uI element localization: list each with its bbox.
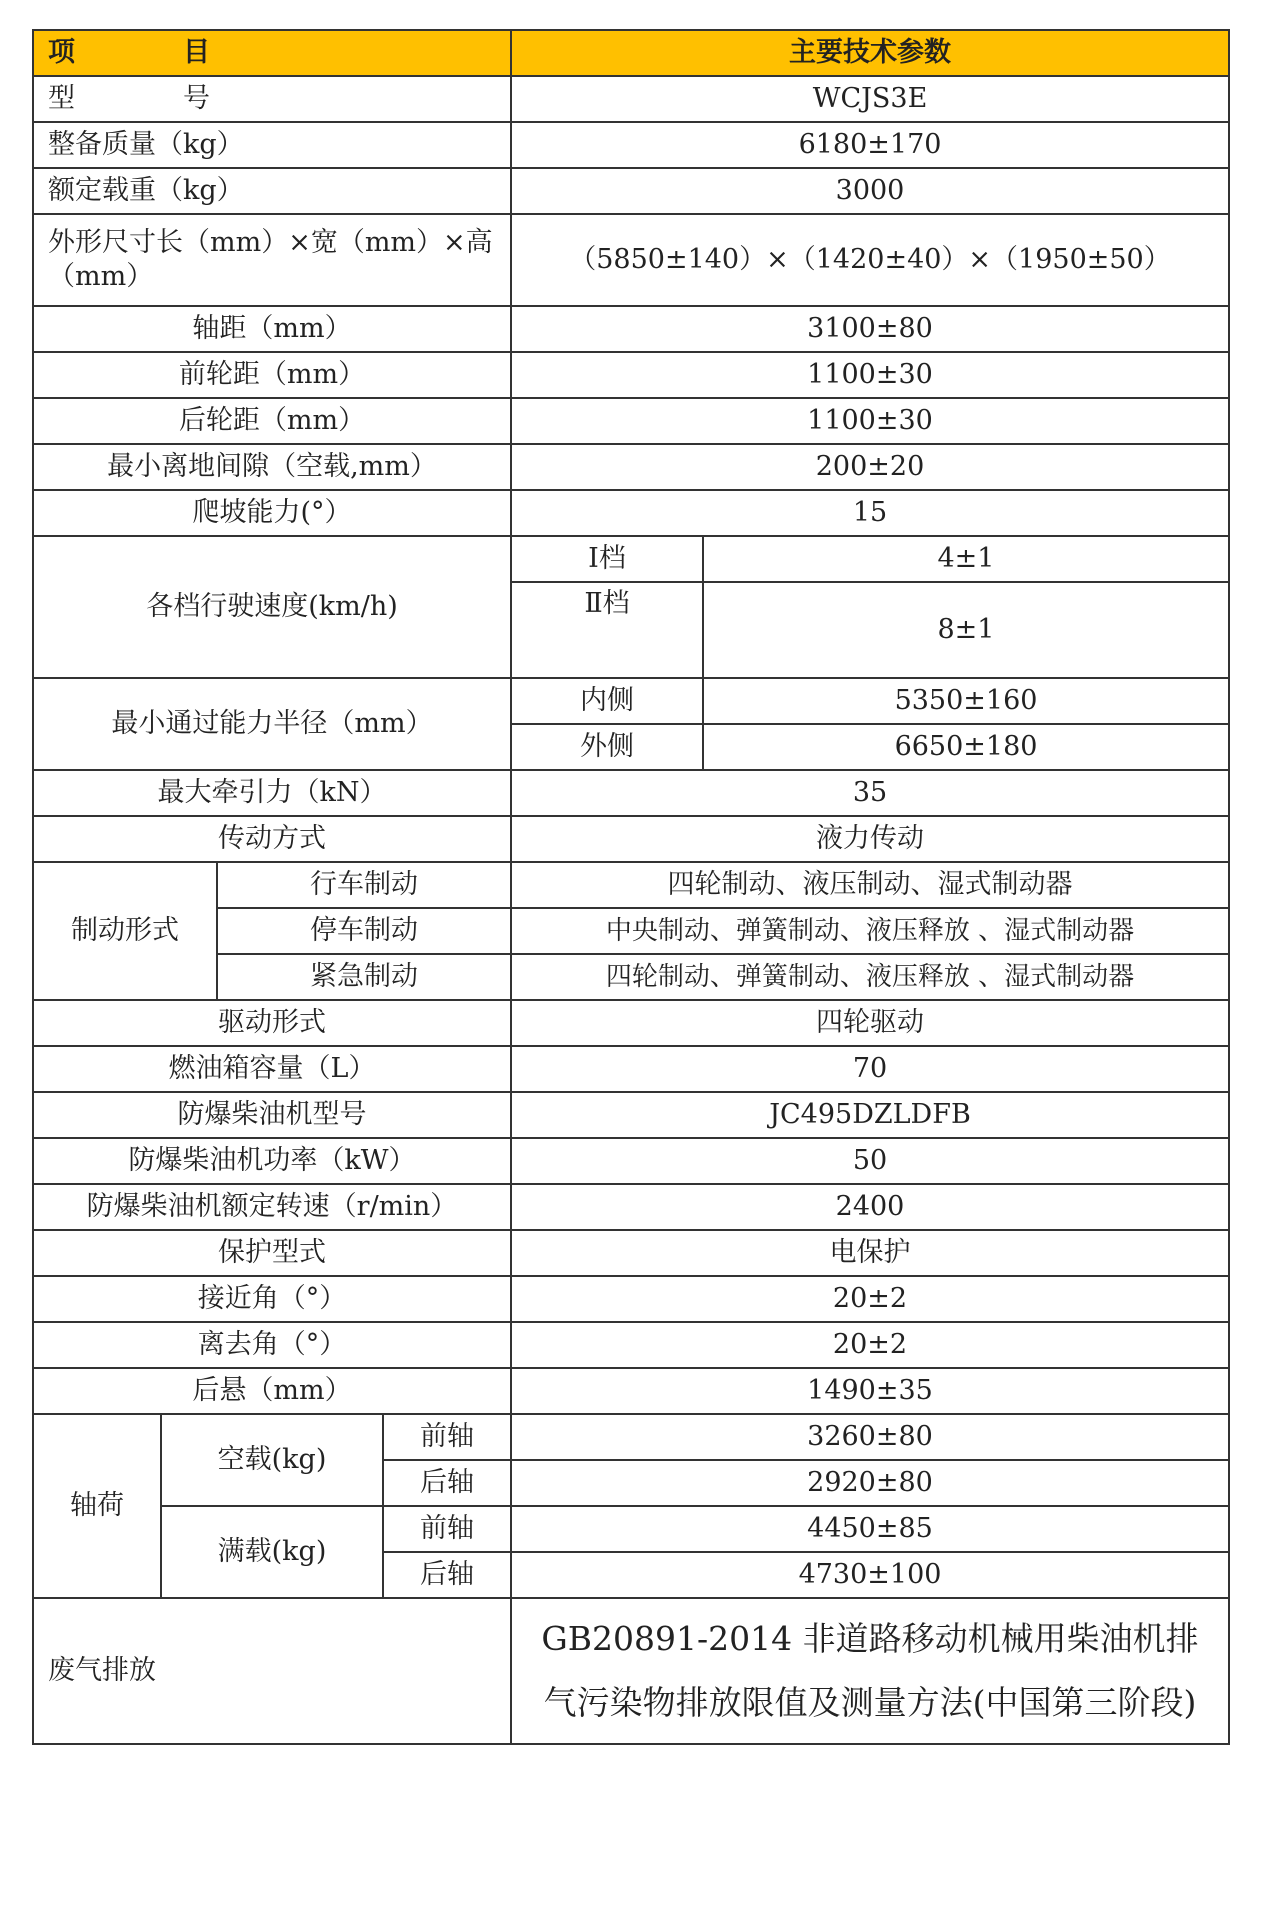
approach-value: 20±2: [511, 1276, 1229, 1322]
engine-power-label: 防爆柴油机功率（kW）: [33, 1138, 511, 1184]
table-row: [33, 352, 1229, 398]
rear-track-label: 后轮距（mm）: [33, 398, 511, 444]
model-label: 型 号: [33, 76, 511, 122]
speed-label: 各档行驶速度(km/h): [33, 536, 511, 678]
brake-label: 制动形式: [33, 862, 217, 1000]
radius-inner-value: 5350±160: [703, 678, 1229, 724]
speed-gear2-value: 8±1: [703, 582, 1229, 678]
engine-power-value: 50: [511, 1138, 1229, 1184]
wheelbase-label: 轴距（mm）: [33, 306, 511, 352]
protection-label: 保护型式: [33, 1230, 511, 1276]
table-row: [33, 1230, 1229, 1276]
approach-label: 接近角（°）: [33, 1276, 511, 1322]
dims-value: （5850±140）×（1420±40）×（1950±50）: [511, 214, 1229, 306]
drive-label: 驱动形式: [33, 1000, 511, 1046]
table-row: [33, 168, 1229, 214]
load-label: 额定载重（kg）: [33, 168, 511, 214]
table-row: [33, 490, 1229, 536]
brake-service-label: 行车制动: [217, 862, 511, 908]
table-row: [33, 306, 1229, 352]
table-row: [33, 1598, 1229, 1744]
radius-label: 最小通过能力半径（mm）: [33, 678, 511, 770]
axle-empty-rear-value: 2920±80: [511, 1460, 1229, 1506]
engine-speed-label: 防爆柴油机额定转速（r/min）: [33, 1184, 511, 1230]
table-row: [33, 770, 1229, 816]
table-row: [33, 1322, 1229, 1368]
table-row: [33, 76, 1229, 122]
brake-parking-value: 中央制动、弹簧制动、液压释放 、湿式制动器: [511, 908, 1229, 954]
table-row: [33, 862, 1229, 908]
climb-value: 15: [511, 490, 1229, 536]
table-row: [33, 678, 1229, 724]
brake-emergency-label: 紧急制动: [217, 954, 511, 1000]
speed-gear1-label: Ⅰ档: [511, 536, 703, 582]
climb-label: 爬坡能力(°）: [33, 490, 511, 536]
departure-label: 离去角（°）: [33, 1322, 511, 1368]
engine-model-label: 防爆柴油机型号: [33, 1092, 511, 1138]
table-row: [33, 122, 1229, 168]
radius-outer-label: 外侧: [511, 724, 703, 770]
table-row: [33, 1276, 1229, 1322]
front-track-value: 1100±30: [511, 352, 1229, 398]
table-row: [33, 444, 1229, 490]
emission-value: GB20891-2014 非道路移动机械用柴油机排气污染物排放限值及测量方法(中国第三阶段): [511, 1598, 1229, 1744]
table-row: [33, 1368, 1229, 1414]
header-item: 项 目: [33, 30, 511, 76]
radius-inner-label: 内侧: [511, 678, 703, 724]
table-row: [33, 1092, 1229, 1138]
axle-empty-rear-label: 后轴: [383, 1460, 511, 1506]
table-row: [33, 1414, 1229, 1460]
departure-value: 20±2: [511, 1322, 1229, 1368]
engine-speed-value: 2400: [511, 1184, 1229, 1230]
table-row: [33, 536, 1229, 582]
load-value: 3000: [511, 168, 1229, 214]
emission-label: 废气排放: [33, 1598, 511, 1744]
table-row: [33, 1000, 1229, 1046]
dims-label: 外形尺寸长（mm）×宽（mm）×高（mm）: [33, 214, 511, 306]
brake-service-value: 四轮制动、液压制动、湿式制动器: [511, 862, 1229, 908]
wheelbase-value: 3100±80: [511, 306, 1229, 352]
table-row: [33, 398, 1229, 444]
traction-value: 35: [511, 770, 1229, 816]
table-row: [33, 816, 1229, 862]
engine-model-value: JC495DZLDFB: [511, 1092, 1229, 1138]
mass-value: 6180±170: [511, 122, 1229, 168]
spec-table-wrapper: [32, 29, 1228, 1745]
axle-empty-front-label: 前轴: [383, 1414, 511, 1460]
speed-gear2-label: Ⅱ档: [511, 582, 703, 678]
front-track-label: 前轮距（mm）: [33, 352, 511, 398]
table-row: [33, 1138, 1229, 1184]
axle-full-label: 满载(kg): [161, 1506, 383, 1598]
axle-full-rear-value: 4730±100: [511, 1552, 1229, 1598]
tank-value: 70: [511, 1046, 1229, 1092]
transmission-value: 液力传动: [511, 816, 1229, 862]
clearance-value: 200±20: [511, 444, 1229, 490]
axle-empty-label: 空载(kg): [161, 1414, 383, 1506]
table-row: [33, 1506, 1229, 1552]
brake-emergency-value: 四轮制动、弹簧制动、液压释放 、湿式制动器: [511, 954, 1229, 1000]
axle-label: 轴荷: [33, 1414, 161, 1598]
table-row: [33, 1046, 1229, 1092]
spec-table: [32, 29, 1230, 1745]
brake-parking-label: 停车制动: [217, 908, 511, 954]
table-row: [33, 1184, 1229, 1230]
speed-gear1-value: 4±1: [703, 536, 1229, 582]
header-param: 主要技术参数: [511, 30, 1229, 76]
rear-track-value: 1100±30: [511, 398, 1229, 444]
radius-outer-value: 6650±180: [703, 724, 1229, 770]
axle-full-front-label: 前轴: [383, 1506, 511, 1552]
transmission-label: 传动方式: [33, 816, 511, 862]
drive-value: 四轮驱动: [511, 1000, 1229, 1046]
table-row: [33, 214, 1229, 306]
mass-label: 整备质量（kg）: [33, 122, 511, 168]
axle-empty-front-value: 3260±80: [511, 1414, 1229, 1460]
tank-label: 燃油箱容量（L）: [33, 1046, 511, 1092]
axle-full-front-value: 4450±85: [511, 1506, 1229, 1552]
model-value: WCJS3E: [511, 76, 1229, 122]
traction-label: 最大牵引力（kN）: [33, 770, 511, 816]
header-row: [33, 30, 1229, 76]
overhang-label: 后悬（mm）: [33, 1368, 511, 1414]
axle-full-rear-label: 后轴: [383, 1552, 511, 1598]
overhang-value: 1490±35: [511, 1368, 1229, 1414]
protection-value: 电保护: [511, 1230, 1229, 1276]
clearance-label: 最小离地间隙（空载,mm）: [33, 444, 511, 490]
